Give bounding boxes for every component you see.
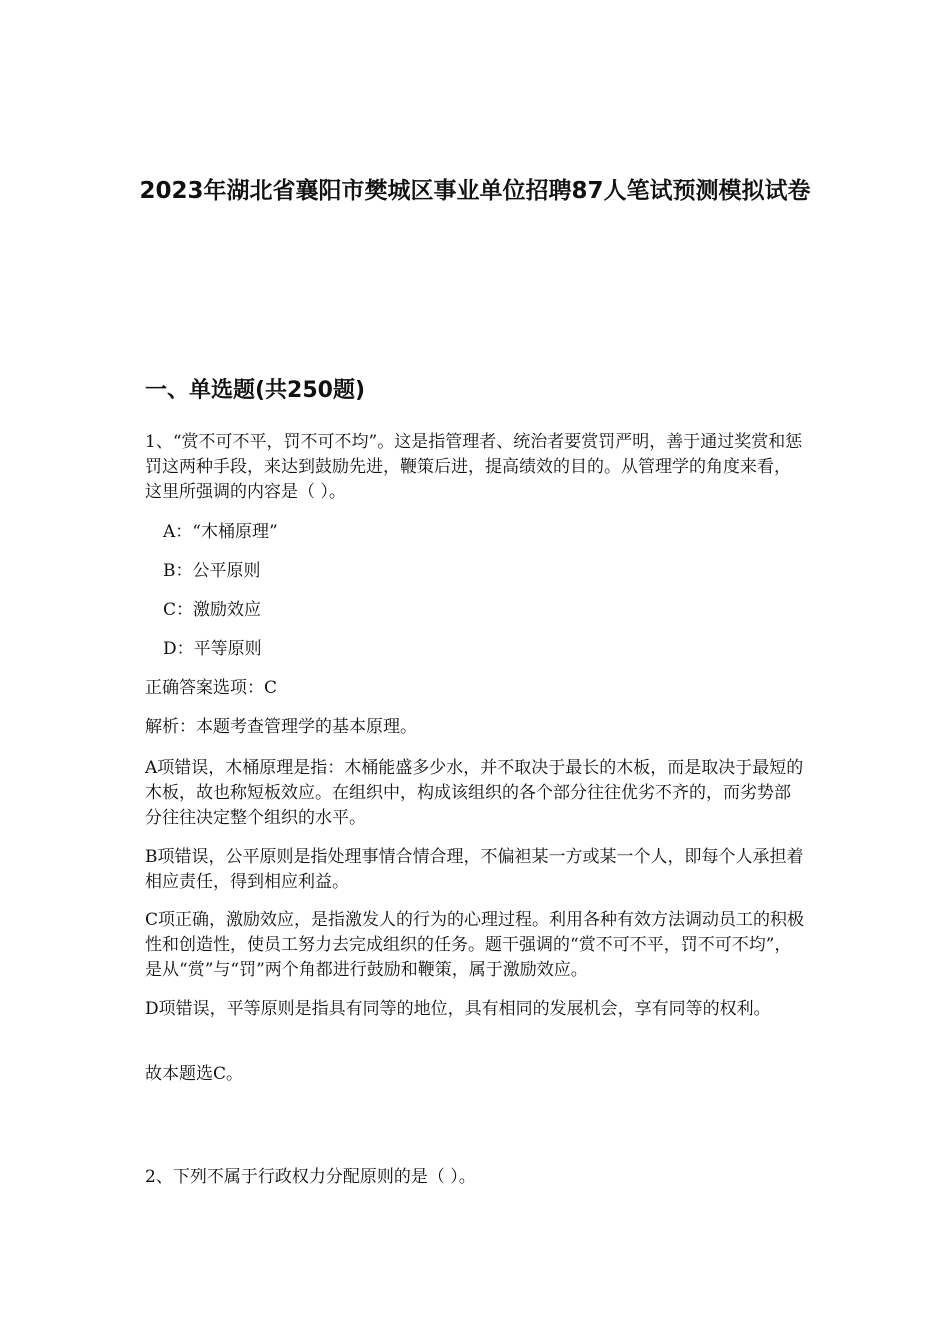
- page-title: 2023年湖北省襄阳市樊城区事业单位招聘87人笔试预测模拟试卷: [139, 178, 811, 204]
- question-1-answer: 正确答案选项：C: [145, 678, 278, 698]
- question-1-option-b: B：公平原则: [163, 561, 261, 581]
- question-1-option-c: C：激励效应: [163, 600, 262, 620]
- question-2-stem: 2、下列不属于行政权力分配原则的是（ ）。: [145, 1167, 476, 1187]
- question-1-analysis-a: A项错误，木桶原理是指：木桶能盛多少水，并不取决于最长的木板，而是取决于最短的木板，故也称短板效应。在组织中，构成该组织的各个部分往往优劣不齐的，而劣势部分往往决定整个组织的水平。: [145, 758, 804, 828]
- question-1-conclusion: 故本题选C。: [145, 1064, 244, 1084]
- question-1-option-a: A：“木桶原理”: [163, 522, 278, 542]
- question-1-analysis-b: B项错误，公平原则是指处理事情合情合理，不偏袒某一方或某一个人，即每个人承担着相应责任，得到相应利益。: [145, 847, 804, 892]
- section-heading: 一、单选题(共250题): [145, 378, 366, 403]
- question-1-option-d: D：平等原则: [163, 639, 262, 659]
- question-1-analysis-d: D项错误，平等原则是指具有同等的地位，具有相同的发展机会，享有同等的权利。: [145, 999, 771, 1019]
- question-1-analysis-c: C项正确，激励效应，是指激发人的行为的心理过程。利用各种有效方法调动员工的积极性和创造性，使员工努力去完成组织的任务。题干强调的“赏不可不平，罚不可不均”，是从“赏”与“罚”两个角都进行鼓励和鞭策，属于激励效应。: [145, 910, 805, 980]
- question-1-stem: 1、“赏不可不平，罚不可不均”。这是指管理者、统治者要赏罚严明，善于通过奖赏和惩罚这两种手段，来达到鼓励先进，鞭策后进，提高绩效的目的。从管理学的角度来看，这里所强调的内容是（ ）。: [145, 432, 803, 502]
- question-1-analysis-intro: 解析：本题考查管理学的基本原理。: [145, 717, 417, 737]
